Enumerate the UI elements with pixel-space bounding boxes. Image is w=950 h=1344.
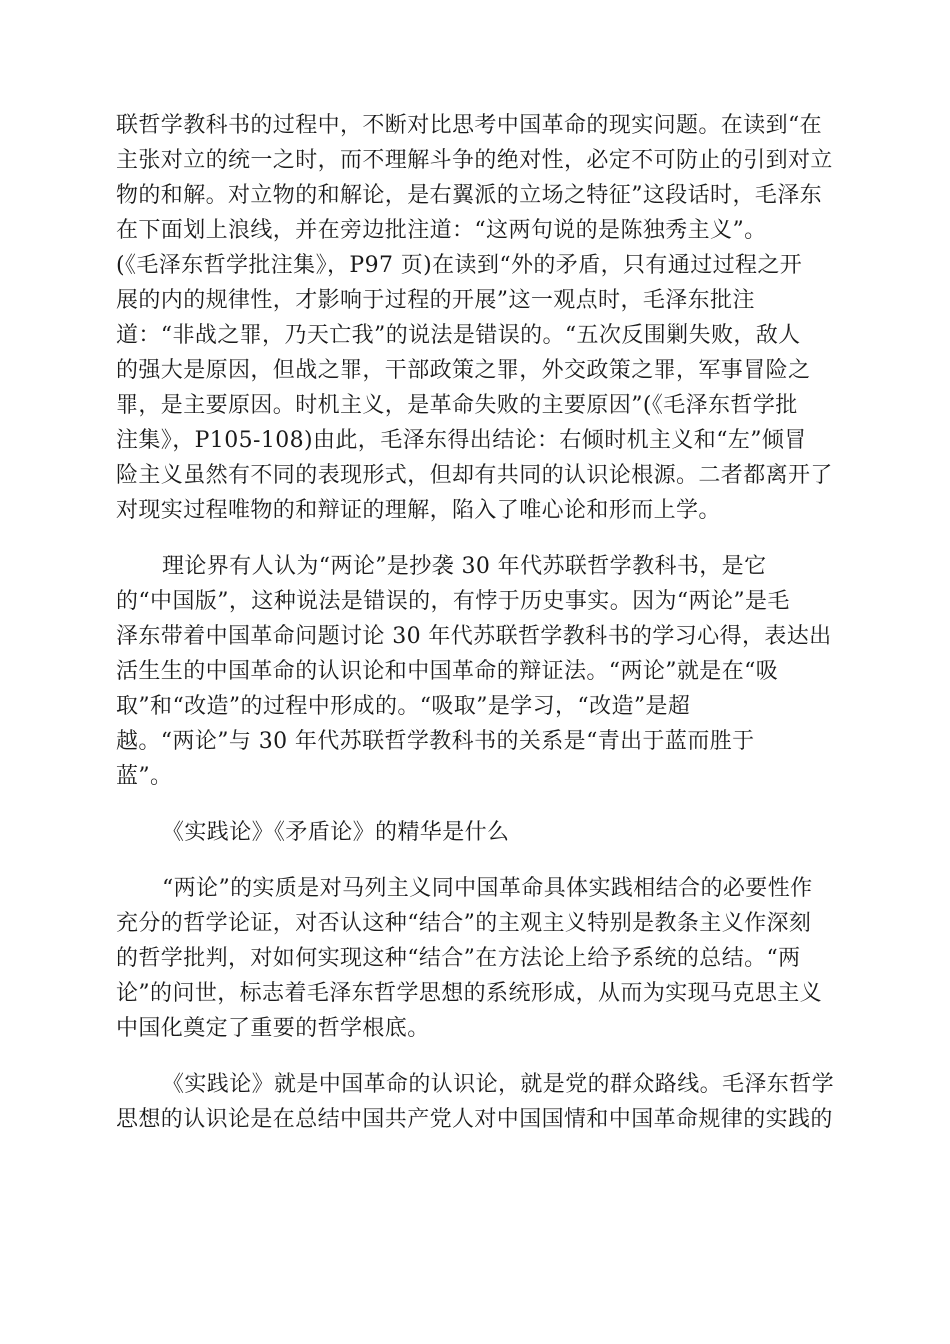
text-line: 注集》，P105-108)由此，毛泽东得出结论：右倾时机主义和“左”倾冒	[116, 428, 807, 453]
text-line: 理论界有人认为“两论”是抄袭 30 年代苏联哲学教科书，是它	[162, 554, 767, 579]
text-line: 思想的认识论是在总结中国共产党人对中国国情和中国革命规律的实践的	[116, 1107, 833, 1132]
text-line: (《毛泽东哲学批注集》，P97 页)在读到“外的矛盾，只有通过过程之开	[116, 253, 803, 278]
text-line: 对现实过程唯物的和辩证的理解，陷入了唯心论和形而上学。	[116, 498, 721, 523]
paragraph-gap	[116, 1046, 836, 1067]
text-line: 中国化奠定了重要的哲学根底。	[116, 1016, 430, 1041]
paragraph	[116, 1067, 836, 1137]
text-line: 的“中国版”，这种说法是错误的，有悖于历史事实。因为“两论”是毛	[116, 589, 790, 614]
text-line: 在下面划上浪线，并在旁边批注道：“这两句说的是陈独秀主义”。	[116, 218, 767, 243]
text-line: 的哲学批判，对如何实现这种“结合”在方法论上给予系统的总结。“两	[116, 946, 801, 971]
text-line: 充分的哲学论证，对否认这种“结合”的主观主义特别是教条主义作深刻	[116, 911, 812, 936]
text-line: “两论”的实质是对马列主义同中国革命具体实践相结合的必要性作	[162, 876, 813, 901]
text-line: 主张对立的统一之时，而不理解斗争的绝对性，必定不可防止的引到对立	[116, 148, 833, 173]
text-line: 展的内的规律性，才影响于过程的开展”这一观点时，毛泽东批注	[116, 288, 755, 313]
text-line: 道：“非战之罪，乃天亡我”的说法是错误的。“五次反围剿失败，敌人	[116, 323, 801, 348]
text-line: 险主义虽然有不同的表现形式，但却有共同的认识论根源。二者都离开了	[116, 463, 833, 488]
text-line: 论”的问世，标志着毛泽东哲学思想的系统形成，从而为实现马克思主义	[116, 981, 823, 1006]
paragraph	[116, 549, 836, 794]
heading-line: 《实践论》《矛盾论》的精华是什么	[162, 820, 510, 845]
text-line: 活生生的中国革命的认识论和中国革命的辩证法。“两论”就是在“吸	[116, 659, 779, 684]
paragraph-gap	[116, 528, 836, 549]
paragraph	[116, 108, 836, 528]
paragraph-gap	[116, 794, 836, 815]
text-line: 罪，是主要原因。时机主义，是革命失败的主要原因”(《毛泽东哲学批	[116, 393, 798, 418]
paragraph-gap	[116, 850, 836, 871]
text-line: 联哲学教科书的过程中，不断对比思考中国革命的现实问题。在读到“在	[116, 113, 823, 138]
text-line: 蓝”。	[116, 764, 173, 789]
document-page	[116, 108, 836, 1137]
text-line: 的强大是原因，但战之罪，干部政策之罪，外交政策之罪，军事冒险之	[116, 358, 811, 383]
section-heading	[116, 815, 836, 850]
text-line: 物的和解。对立物的和解论，是右翼派的立场之特征”这段话时，毛泽东	[116, 183, 823, 208]
text-line: 《实践论》就是中国革命的认识论，就是党的群众路线。毛泽东哲学	[162, 1072, 835, 1097]
paragraph	[116, 871, 836, 1046]
text-line: 越。“两论”与 30 年代苏联哲学教科书的关系是“青出于蓝而胜于	[116, 729, 755, 754]
text-line: 取”和“改造”的过程中形成的。“吸取”是学习，“改造”是超	[116, 694, 691, 719]
text-line: 泽东带着中国革命问题讨论 30 年代苏联哲学教科书的学习心得，表达出	[116, 624, 832, 649]
